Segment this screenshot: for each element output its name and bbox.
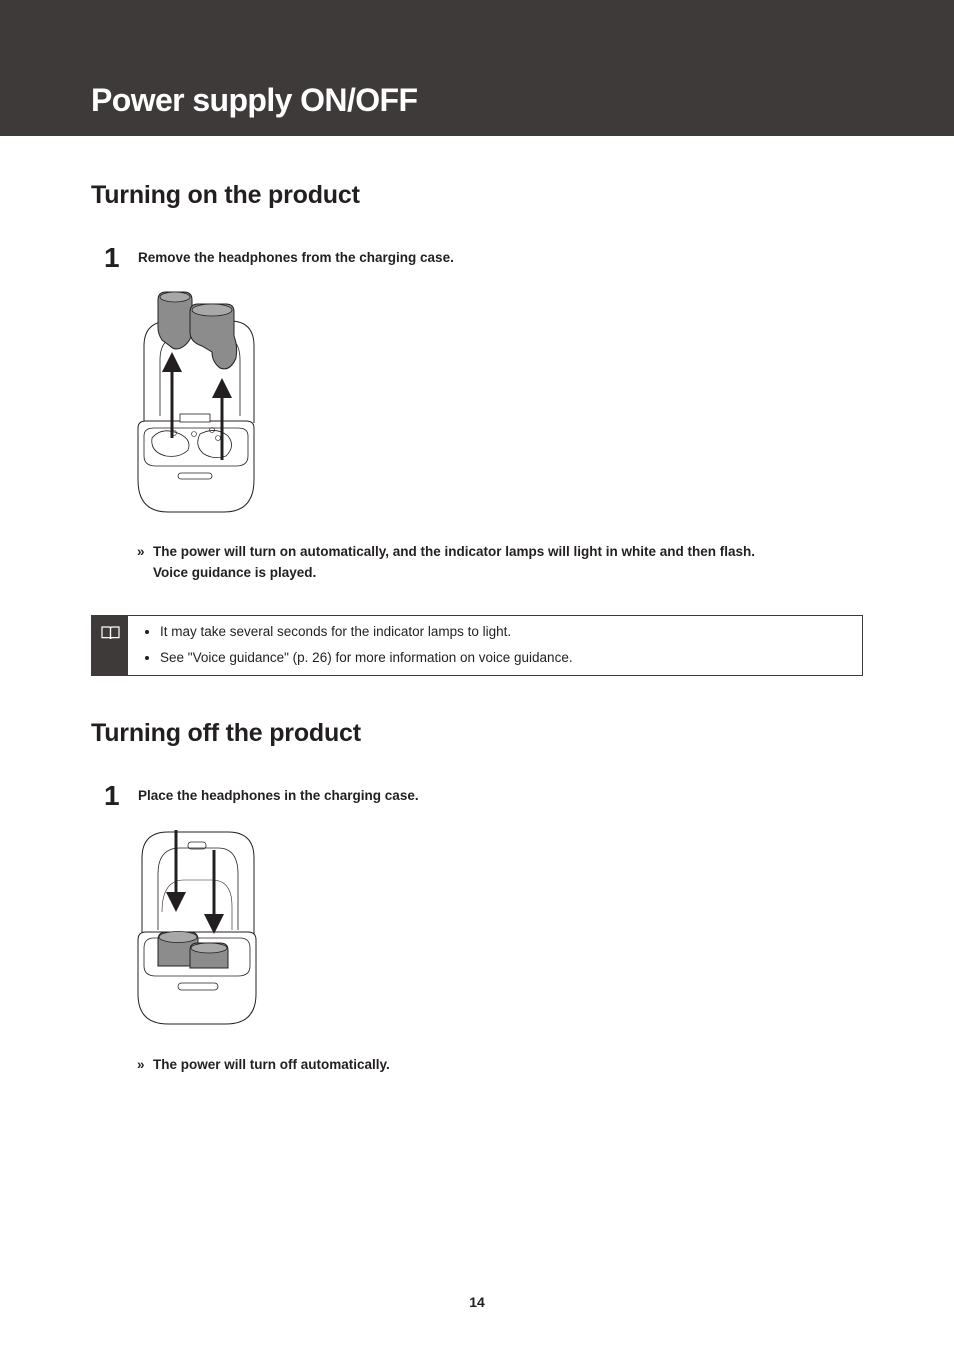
result-line: The power will turn on automatically, and the indicator lamps will light in white and then flash.: [153, 544, 756, 559]
step-number: 1: [104, 242, 120, 273]
note-list: [144, 623, 573, 675]
note-icon-cell: [92, 616, 128, 675]
note-box: [91, 615, 863, 676]
result-turn-on: [137, 541, 755, 583]
page-number: 14: [469, 1294, 485, 1310]
result-marker: »: [137, 1057, 145, 1072]
place-headphones-illustration: [132, 826, 272, 1028]
result-line: The power will turn off automatically.: [153, 1057, 390, 1072]
page-title: Power supply ON/OFF: [91, 82, 418, 118]
section-heading-turning-on: Turning on the product: [91, 181, 360, 209]
step-number: 1: [104, 780, 120, 811]
result-marker: »: [137, 544, 145, 559]
result-turn-off: [137, 1054, 390, 1075]
section-heading-turning-off: Turning off the product: [91, 719, 361, 747]
step-text-place: Place the headphones in the charging case.: [138, 788, 419, 803]
remove-headphones-illustration: [132, 288, 272, 516]
step-text-remove: Remove the headphones from the charging case.: [138, 250, 454, 265]
book-icon: [101, 625, 120, 640]
note-item: See "Voice guidance" (p. 26) for more information on voice guidance.: [144, 649, 573, 667]
note-item: It may take several seconds for the indicator lamps to light.: [144, 623, 573, 641]
result-line-continued: Voice guidance is played.: [153, 565, 317, 580]
